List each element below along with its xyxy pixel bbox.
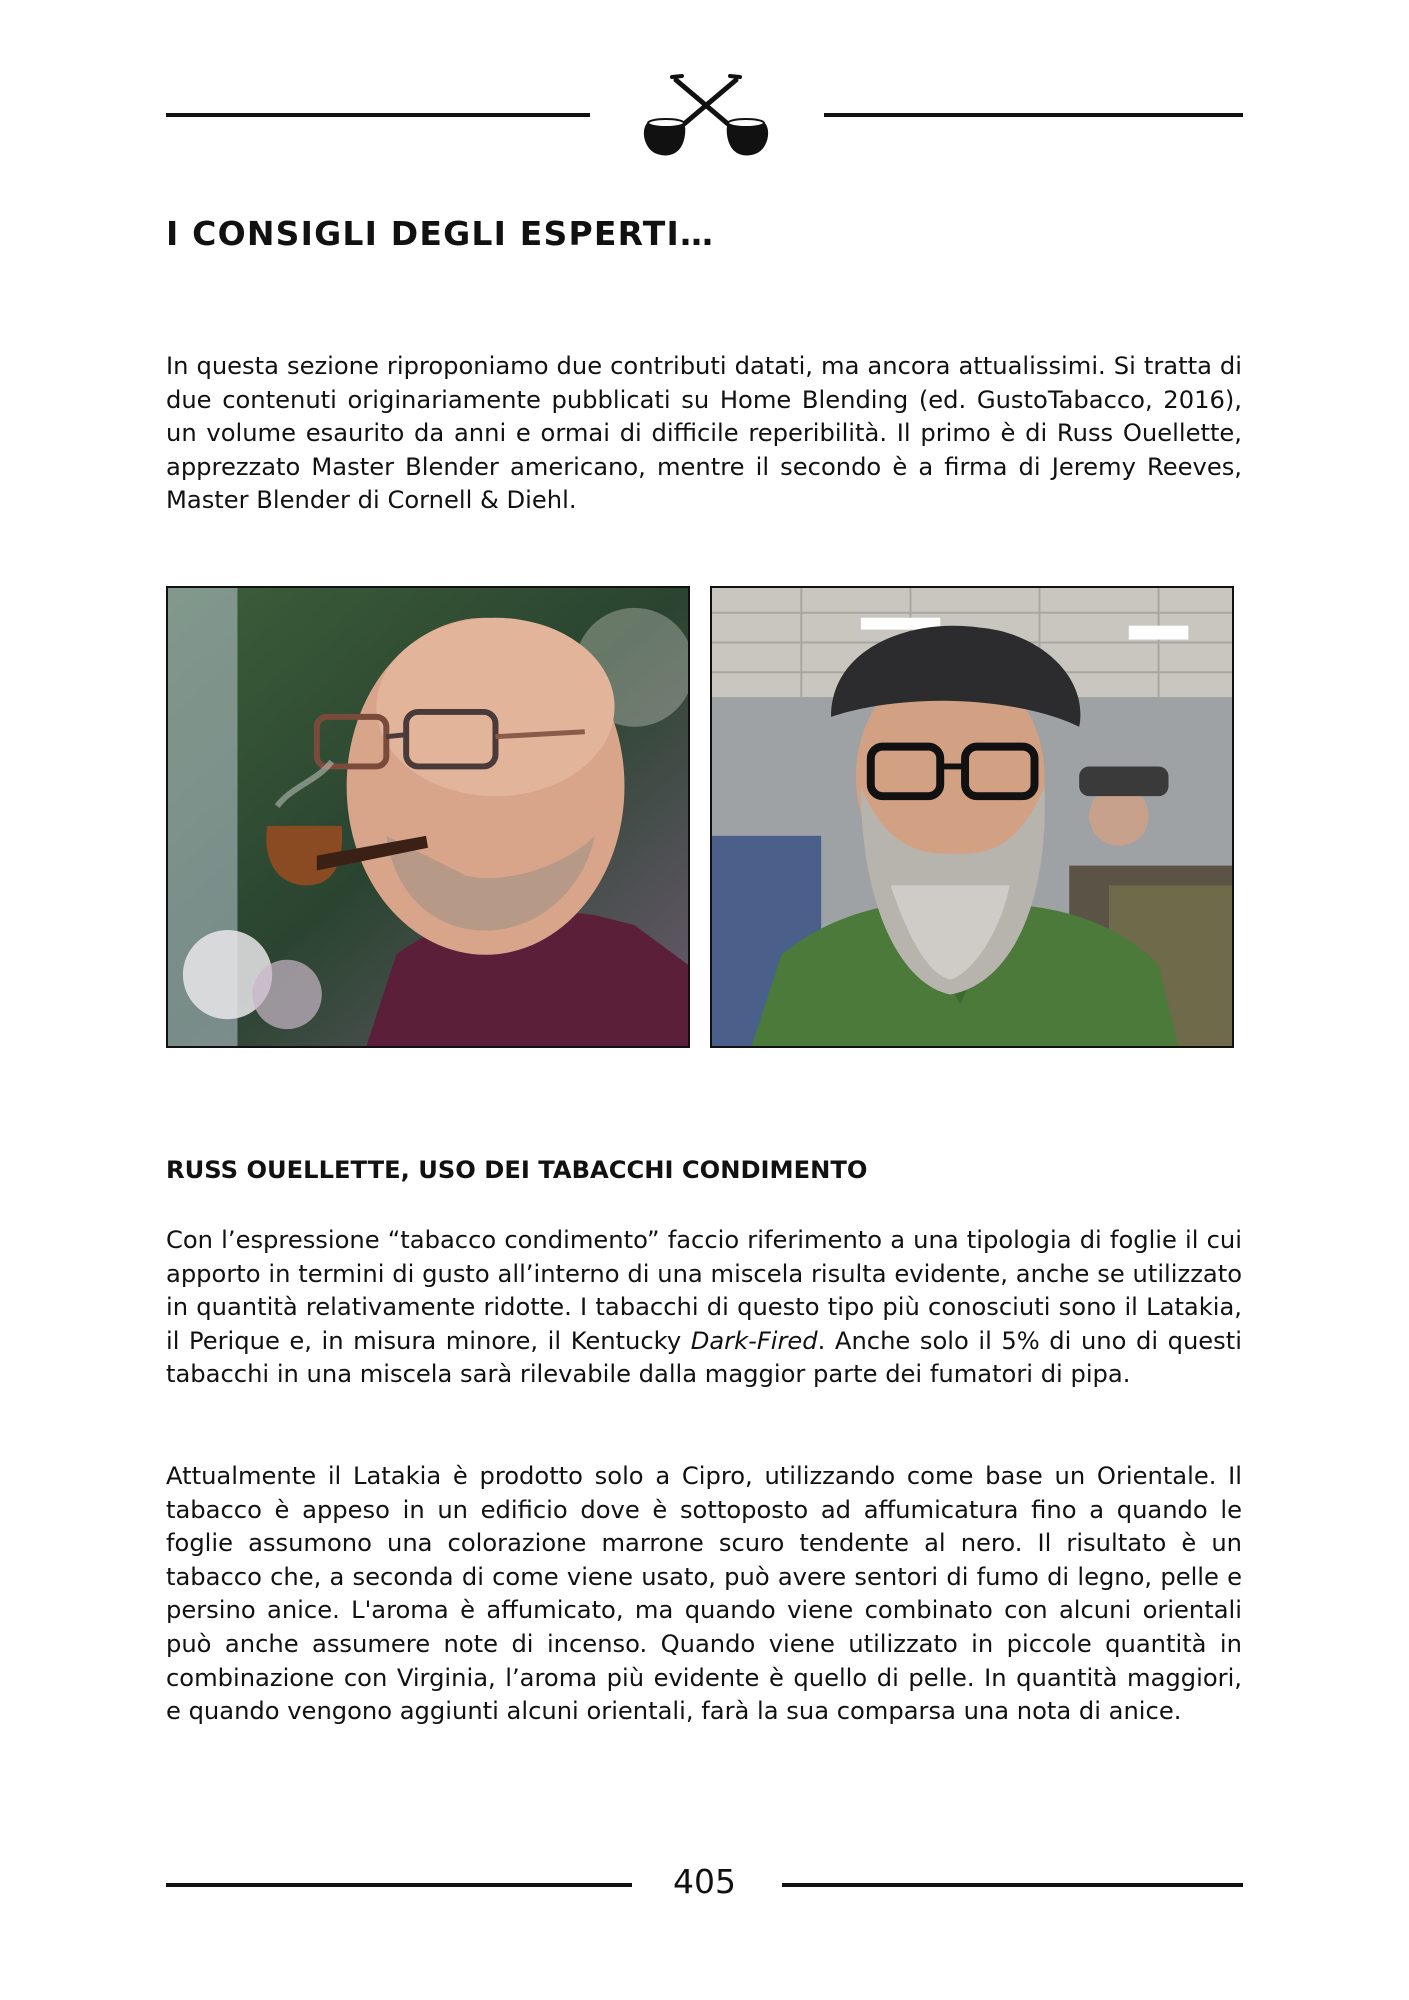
portrait-photo-icon (712, 588, 1232, 1046)
header-rule-right (824, 113, 1243, 117)
body-paragraph-1-text-b: . Anche solo il 5% di uno di questi tabacchi in una miscela sarà rilevabile dalla maggior parte dei fumatori di pipa. (166, 1326, 1242, 1389)
body-paragraph-1 (166, 1224, 1242, 1392)
photo-russ-ouellette (166, 586, 690, 1048)
header-rule-left (166, 113, 590, 117)
portrait-photo-icon (168, 588, 688, 1046)
photo-jeremy-reeves (710, 586, 1234, 1048)
page-number: 405 (673, 1862, 736, 1901)
crossed-pipes-icon (636, 72, 776, 162)
body-paragraph-1-text-a: Con l’espressione “tabacco condimento” faccio riferimento a una tipologia di foglie il cui apporto in termini di gusto all’interno di una miscela risulta evidente, anche se utilizzato in quantità relativamente ridotte. I tabacchi di questo tipo più conosciuti sono il Latakia, il Perique e, in misura minore, il Kentucky (166, 1226, 1242, 1355)
section-heading: RUSS OUELLETTE, USO DEI TABACCHI CONDIMENTO (166, 1156, 868, 1184)
page-title: I CONSIGLI DEGLI ESPERTI… (166, 214, 715, 253)
intro-paragraph: In questa sezione riproponiamo due contributi datati, ma ancora attualissimi. Si tratta di due contenuti originariamente pubblicati su Home Blending (ed. GustoTabacco, 2016), un volume esaurito da anni e ormai di difficile reperibilità. Il primo è di Russ Ouellette, apprezzato Master Blender americano, mentre il secondo è a firma di Jeremy Reeves, Master Blender di Cornell & Diehl. (166, 352, 1242, 515)
body-paragraph-1-italic: Dark-Fired (690, 1326, 818, 1355)
body-paragraph-2: Attualmente il Latakia è prodotto solo a Cipro, utilizzando come base un Orientale. Il tabacco è appeso in un edificio dove è sottoposto ad affumicatura fino a quando le foglie assumono una colorazione marrone scuro tendente al nero. Il risultato è un tabacco che, a seconda di come viene usato, può avere sentori di fumo di legno, pelle e persino anice. L'aroma è affumicato, ma quando viene combinato con alcuni orientali può anche assumere note di incenso. Quando viene utilizzato in piccole quantità in combinazione con Virginia, l’aroma più evidente è quello di pelle. In quantità maggiori, e quando vengono aggiunti alcuni orientali, farà la sua comparsa una nota di anice. (166, 1462, 1242, 1726)
